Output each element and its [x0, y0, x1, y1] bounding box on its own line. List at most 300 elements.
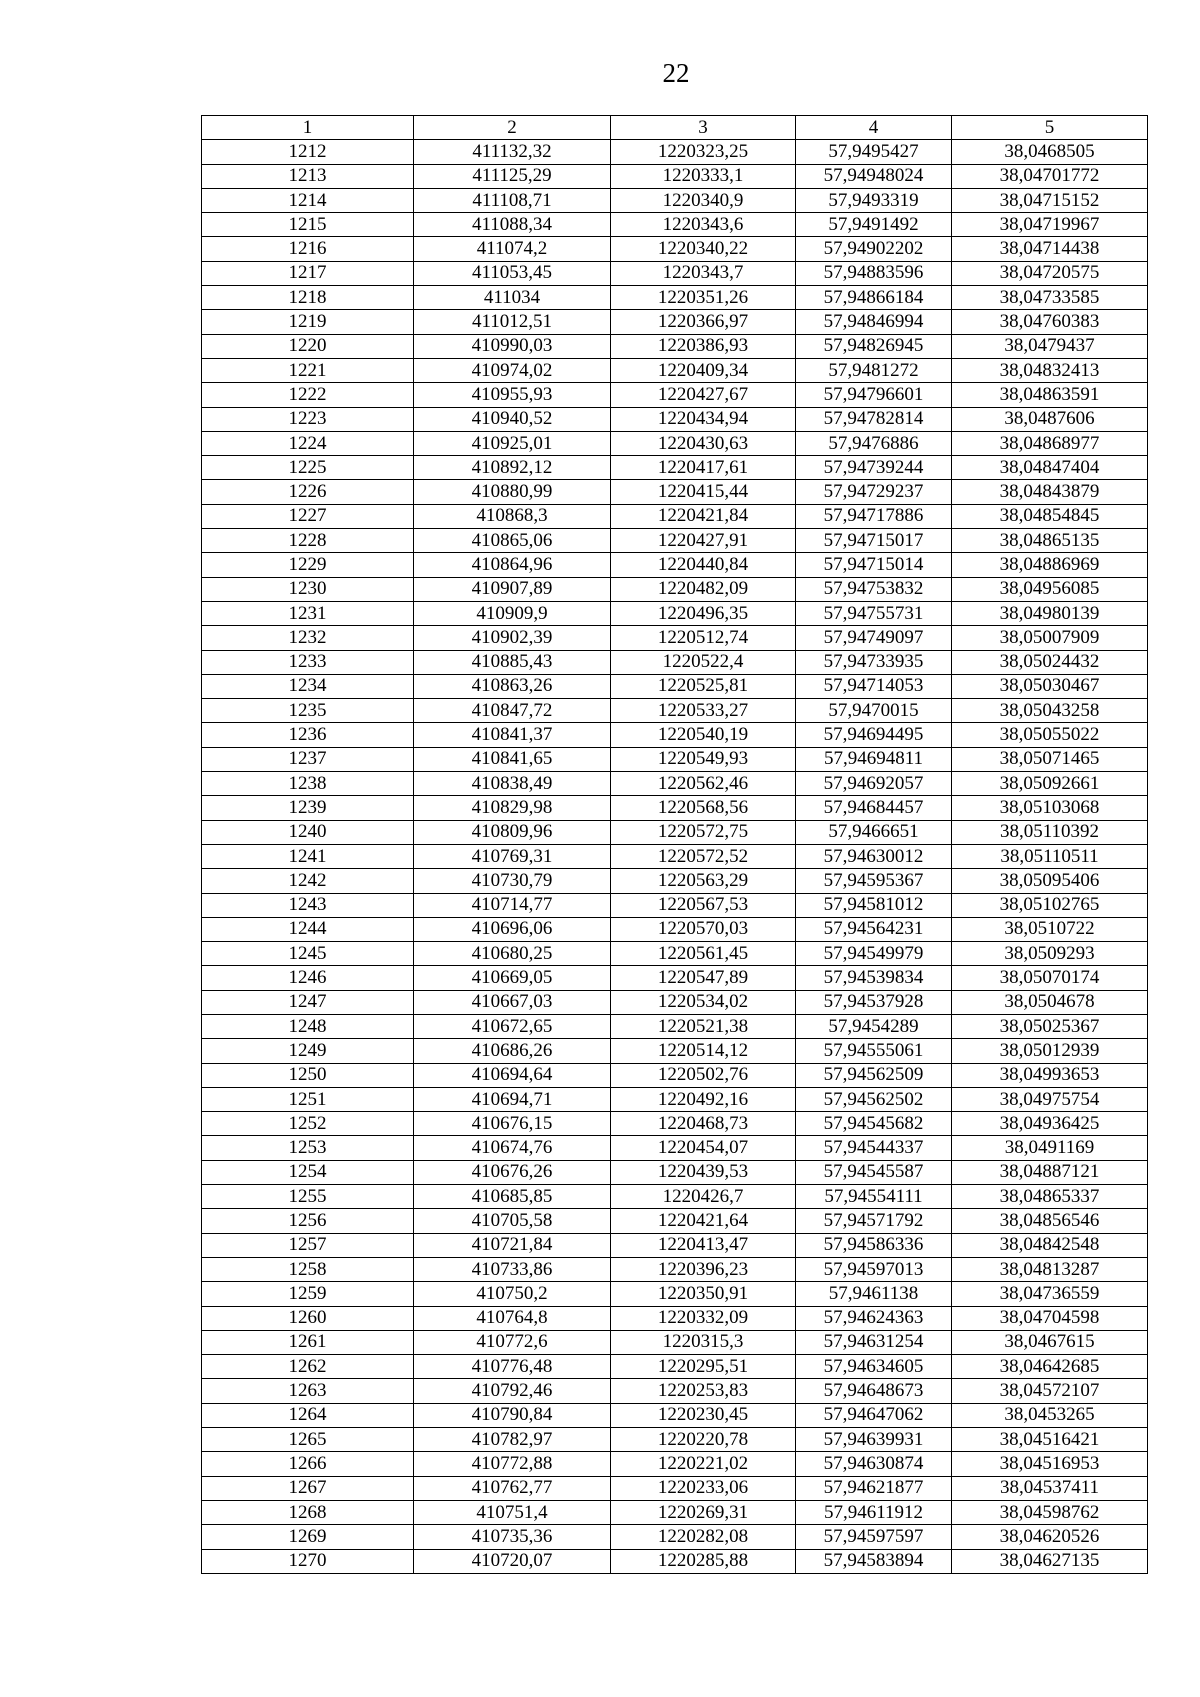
table-cell: 38,04736559: [952, 1282, 1148, 1306]
table-row: [202, 1306, 1148, 1330]
table-cell: 38,04843879: [952, 480, 1148, 504]
table-cell: 410838,49: [414, 772, 611, 796]
table-cell: 57,9454289: [796, 1014, 952, 1038]
table-cell: 38,04720575: [952, 261, 1148, 285]
table-row: [202, 844, 1148, 868]
table-row: [202, 334, 1148, 358]
table-row: [202, 747, 1148, 771]
table-cell: 1269: [202, 1525, 414, 1549]
table-cell: 1220343,6: [611, 213, 796, 237]
table-row: [202, 213, 1148, 237]
table-cell: 38,04516421: [952, 1428, 1148, 1452]
table-cell: 1220282,08: [611, 1525, 796, 1549]
table-cell: 38,04847404: [952, 456, 1148, 480]
table-cell: 57,94694811: [796, 747, 952, 771]
table-cell: 38,04572107: [952, 1379, 1148, 1403]
table-cell: 410974,02: [414, 358, 611, 382]
header-cell: 3: [611, 116, 796, 140]
table-row: [202, 407, 1148, 431]
table-cell: 1220568,56: [611, 796, 796, 820]
table-cell: 1237: [202, 747, 414, 771]
table-cell: 410680,25: [414, 942, 611, 966]
table-cell: 57,94729237: [796, 480, 952, 504]
table-cell: 38,04760383: [952, 310, 1148, 334]
table-cell: 1264: [202, 1403, 414, 1427]
table-row: [202, 1403, 1148, 1427]
table-cell: 38,0491169: [952, 1136, 1148, 1160]
table-row: [202, 699, 1148, 723]
table-cell: 410762,77: [414, 1476, 611, 1500]
table-cell: 1246: [202, 966, 414, 990]
table-row: [202, 1233, 1148, 1257]
table-cell: 57,94796601: [796, 383, 952, 407]
table-cell: 38,0479437: [952, 334, 1148, 358]
table-cell: 57,94948024: [796, 164, 952, 188]
table-row: [202, 237, 1148, 261]
table-row: [202, 529, 1148, 553]
table-cell: 38,05025367: [952, 1014, 1148, 1038]
table-cell: 1220233,06: [611, 1476, 796, 1500]
table-cell: 1220343,7: [611, 261, 796, 285]
table-cell: 1219: [202, 310, 414, 334]
table-cell: 410672,65: [414, 1014, 611, 1038]
table-cell: 1220: [202, 334, 414, 358]
table-cell: 1257: [202, 1233, 414, 1257]
table-cell: 1220350,91: [611, 1282, 796, 1306]
table-cell: 38,04936425: [952, 1112, 1148, 1136]
table-cell: 38,05071465: [952, 747, 1148, 771]
table-cell: 1222: [202, 383, 414, 407]
table-cell: 38,04701772: [952, 164, 1148, 188]
table-cell: 1220561,45: [611, 942, 796, 966]
table-row: [202, 1160, 1148, 1184]
table-cell: 38,05103068: [952, 796, 1148, 820]
table-row: [202, 893, 1148, 917]
table-cell: 38,0453265: [952, 1403, 1148, 1427]
table-row: [202, 188, 1148, 212]
table-row: [202, 772, 1148, 796]
table-cell: 57,94562502: [796, 1087, 952, 1111]
table-cell: 410721,84: [414, 1233, 611, 1257]
table-cell: 38,04627135: [952, 1549, 1148, 1573]
table-cell: 410829,98: [414, 796, 611, 820]
table-cell: 410909,9: [414, 601, 611, 625]
table-cell: 38,04886969: [952, 553, 1148, 577]
table-cell: 1226: [202, 480, 414, 504]
table-row: [202, 504, 1148, 528]
table-cell: 1244: [202, 917, 414, 941]
table-cell: 1220570,03: [611, 917, 796, 941]
table-cell: 1220534,02: [611, 990, 796, 1014]
table-row: [202, 261, 1148, 285]
table-row: [202, 1282, 1148, 1306]
table-cell: 410868,3: [414, 504, 611, 528]
table-row: [202, 1549, 1148, 1573]
table-cell: 38,04868977: [952, 431, 1148, 455]
table-cell: 1218: [202, 286, 414, 310]
table-cell: 38,0504678: [952, 990, 1148, 1014]
table-cell: 411053,45: [414, 261, 611, 285]
table-cell: 1242: [202, 869, 414, 893]
table-cell: 38,0467615: [952, 1330, 1148, 1354]
table-row: [202, 480, 1148, 504]
table-cell: 38,04642685: [952, 1355, 1148, 1379]
table-cell: 57,94611912: [796, 1500, 952, 1524]
table-cell: 410764,8: [414, 1306, 611, 1330]
table-cell: 38,04537411: [952, 1476, 1148, 1500]
table-cell: 57,94597597: [796, 1525, 952, 1549]
table-cell: 57,9491492: [796, 213, 952, 237]
table-cell: 410674,76: [414, 1136, 611, 1160]
table-cell: 1254: [202, 1160, 414, 1184]
table-cell: 38,05095406: [952, 869, 1148, 893]
table-cell: 410772,6: [414, 1330, 611, 1354]
table-cell: 57,94571792: [796, 1209, 952, 1233]
table-cell: 1220522,4: [611, 650, 796, 674]
table-cell: 38,05092661: [952, 772, 1148, 796]
table-cell: 38,04704598: [952, 1306, 1148, 1330]
table-cell: 1220439,53: [611, 1160, 796, 1184]
table-cell: 410841,37: [414, 723, 611, 747]
table-cell: 410714,77: [414, 893, 611, 917]
table-cell: 410809,96: [414, 820, 611, 844]
table-cell: 57,94624363: [796, 1306, 952, 1330]
table-cell: 1221: [202, 358, 414, 382]
table-row: [202, 869, 1148, 893]
table-cell: 1245: [202, 942, 414, 966]
table-cell: 410782,97: [414, 1428, 611, 1452]
table-cell: 57,9461138: [796, 1282, 952, 1306]
table-cell: 38,0468505: [952, 140, 1148, 164]
table-cell: 1252: [202, 1112, 414, 1136]
table-cell: 57,94647062: [796, 1403, 952, 1427]
table-row: [202, 942, 1148, 966]
table-cell: 38,04887121: [952, 1160, 1148, 1184]
table-row: [202, 456, 1148, 480]
table-cell: 57,94544337: [796, 1136, 952, 1160]
table-cell: 410776,48: [414, 1355, 611, 1379]
table-cell: 1216: [202, 237, 414, 261]
table-cell: 1235: [202, 699, 414, 723]
table-cell: 57,94755731: [796, 601, 952, 625]
table-cell: 38,04956085: [952, 577, 1148, 601]
table-cell: 38,04733585: [952, 286, 1148, 310]
table-cell: 38,05055022: [952, 723, 1148, 747]
table-cell: 411074,2: [414, 237, 611, 261]
table-cell: 38,04620526: [952, 1525, 1148, 1549]
table-row: [202, 1452, 1148, 1476]
table-cell: 57,94749097: [796, 626, 952, 650]
table-cell: 57,94714053: [796, 674, 952, 698]
table-cell: 57,94545587: [796, 1160, 952, 1184]
table-cell: 1266: [202, 1452, 414, 1476]
table-cell: 38,04865337: [952, 1185, 1148, 1209]
table-cell: 38,05024432: [952, 650, 1148, 674]
table-cell: 411034: [414, 286, 611, 310]
table-cell: 1225: [202, 456, 414, 480]
table-cell: 1251: [202, 1087, 414, 1111]
table-cell: 1258: [202, 1257, 414, 1281]
table-cell: 38,05110392: [952, 820, 1148, 844]
table-row: [202, 577, 1148, 601]
table-cell: 410667,03: [414, 990, 611, 1014]
table-cell: 57,9476886: [796, 431, 952, 455]
table-cell: 410792,46: [414, 1379, 611, 1403]
table-cell: 410705,58: [414, 1209, 611, 1233]
table-cell: 1263: [202, 1379, 414, 1403]
table-row: [202, 1379, 1148, 1403]
table-cell: 1220567,53: [611, 893, 796, 917]
table-cell: 1233: [202, 650, 414, 674]
table-cell: 1247: [202, 990, 414, 1014]
table-row: [202, 601, 1148, 625]
table-cell: 1239: [202, 796, 414, 820]
table-row: [202, 796, 1148, 820]
table-cell: 38,04865135: [952, 529, 1148, 553]
table-cell: 38,0509293: [952, 942, 1148, 966]
table-cell: 38,05007909: [952, 626, 1148, 650]
table-cell: 38,0487606: [952, 407, 1148, 431]
table-cell: 57,94694495: [796, 723, 952, 747]
table-cell: 410892,12: [414, 456, 611, 480]
table-cell: 57,9481272: [796, 358, 952, 382]
table-cell: 57,94902202: [796, 237, 952, 261]
table-cell: 1220230,45: [611, 1403, 796, 1427]
table-cell: 411088,34: [414, 213, 611, 237]
table-row: [202, 1209, 1148, 1233]
table-cell: 1220525,81: [611, 674, 796, 698]
table-cell: 1220482,09: [611, 577, 796, 601]
table-row: [202, 1136, 1148, 1160]
table-cell: 410790,84: [414, 1403, 611, 1427]
table-row: [202, 1525, 1148, 1549]
table-cell: 57,9495427: [796, 140, 952, 164]
table-cell: 57,94684457: [796, 796, 952, 820]
table-cell: 410694,64: [414, 1063, 611, 1087]
table-cell: 57,94846994: [796, 310, 952, 334]
table-row: [202, 650, 1148, 674]
table-cell: 1224: [202, 431, 414, 455]
table-cell: 57,94715014: [796, 553, 952, 577]
table-row: [202, 1476, 1148, 1500]
table-row: [202, 674, 1148, 698]
table-cell: 1220332,09: [611, 1306, 796, 1330]
table-row: [202, 1185, 1148, 1209]
table-cell: 57,94692057: [796, 772, 952, 796]
table-row: [202, 383, 1148, 407]
table-cell: 410902,39: [414, 626, 611, 650]
header-cell: 4: [796, 116, 952, 140]
table-cell: 1230: [202, 577, 414, 601]
table-cell: 1212: [202, 140, 414, 164]
table-cell: 410880,99: [414, 480, 611, 504]
table-cell: 410772,88: [414, 1452, 611, 1476]
table-row: [202, 1257, 1148, 1281]
table-cell: 1220421,64: [611, 1209, 796, 1233]
table-cell: 410885,43: [414, 650, 611, 674]
table-cell: 410676,15: [414, 1112, 611, 1136]
table-cell: 57,94537928: [796, 990, 952, 1014]
table-cell: 38,05043258: [952, 699, 1148, 723]
table-cell: 57,94782814: [796, 407, 952, 431]
table-cell: 1220563,29: [611, 869, 796, 893]
table-cell: 38,05012939: [952, 1039, 1148, 1063]
table-cell: 1220468,73: [611, 1112, 796, 1136]
table-cell: 1240: [202, 820, 414, 844]
table-cell: 57,94715017: [796, 529, 952, 553]
table-row: [202, 1087, 1148, 1111]
table-cell: 1220454,07: [611, 1136, 796, 1160]
table-cell: 38,04993653: [952, 1063, 1148, 1087]
table-cell: 1223: [202, 407, 414, 431]
table-cell: 57,94595367: [796, 869, 952, 893]
header-cell: 2: [414, 116, 611, 140]
table-cell: 57,94631254: [796, 1330, 952, 1354]
table-cell: 1234: [202, 674, 414, 698]
table-cell: 1220492,16: [611, 1087, 796, 1111]
table-cell: 1220295,51: [611, 1355, 796, 1379]
table-cell: 38,04832413: [952, 358, 1148, 382]
table-cell: 410696,06: [414, 917, 611, 941]
table-cell: 38,04715152: [952, 188, 1148, 212]
table-cell: 57,94583894: [796, 1549, 952, 1573]
table-cell: 38,04856546: [952, 1209, 1148, 1233]
table-cell: 1220396,23: [611, 1257, 796, 1281]
table-cell: 1228: [202, 529, 414, 553]
table-cell: 410955,93: [414, 383, 611, 407]
table-cell: 1236: [202, 723, 414, 747]
table-cell: 1262: [202, 1355, 414, 1379]
table-cell: 1220572,52: [611, 844, 796, 868]
table-cell: 1217: [202, 261, 414, 285]
table-cell: 57,94549979: [796, 942, 952, 966]
table-cell: 57,94883596: [796, 261, 952, 285]
table-cell: 410863,26: [414, 674, 611, 698]
table-row: [202, 286, 1148, 310]
table-cell: 38,04863591: [952, 383, 1148, 407]
table-cell: 410751,4: [414, 1500, 611, 1524]
table-cell: 38,04975754: [952, 1087, 1148, 1111]
table-cell: 57,94739244: [796, 456, 952, 480]
table-cell: 1231: [202, 601, 414, 625]
table-cell: 1270: [202, 1549, 414, 1573]
table-cell: 38,04980139: [952, 601, 1148, 625]
table-cell: 1220514,12: [611, 1039, 796, 1063]
table-cell: 38,0510722: [952, 917, 1148, 941]
table-cell: 1259: [202, 1282, 414, 1306]
table-cell: 1220221,02: [611, 1452, 796, 1476]
table-cell: 38,04854845: [952, 504, 1148, 528]
table-cell: 1215: [202, 213, 414, 237]
coordinates-table: [201, 115, 1148, 1574]
table-cell: 57,94564231: [796, 917, 952, 941]
table-cell: 410694,71: [414, 1087, 611, 1111]
table-cell: 1220430,63: [611, 431, 796, 455]
table-cell: 1220434,94: [611, 407, 796, 431]
table-cell: 410676,26: [414, 1160, 611, 1184]
table-cell: 1220386,93: [611, 334, 796, 358]
table-row: [202, 1063, 1148, 1087]
table-cell: 38,04714438: [952, 237, 1148, 261]
table-cell: 38,04598762: [952, 1500, 1148, 1524]
table-row: [202, 553, 1148, 577]
table-cell: 1265: [202, 1428, 414, 1452]
table-cell: 1220351,26: [611, 286, 796, 310]
table-cell: 1220323,25: [611, 140, 796, 164]
table-cell: 1220413,47: [611, 1233, 796, 1257]
table-cell: 1220333,1: [611, 164, 796, 188]
table-cell: 1220540,19: [611, 723, 796, 747]
table-cell: 1220547,89: [611, 966, 796, 990]
table-cell: 38,05030467: [952, 674, 1148, 698]
table-row: [202, 626, 1148, 650]
table-cell: 57,94753832: [796, 577, 952, 601]
table-cell: 1267: [202, 1476, 414, 1500]
table-cell: 1220549,93: [611, 747, 796, 771]
table-cell: 410733,86: [414, 1257, 611, 1281]
table-cell: 38,04813287: [952, 1257, 1148, 1281]
table-row: [202, 1112, 1148, 1136]
table-cell: 410669,05: [414, 966, 611, 990]
table-cell: 1238: [202, 772, 414, 796]
table-row: [202, 140, 1148, 164]
header-cell: 1: [202, 116, 414, 140]
table-cell: 410865,06: [414, 529, 611, 553]
table-cell: 410940,52: [414, 407, 611, 431]
table-cell: 1220253,83: [611, 1379, 796, 1403]
table-row: [202, 1428, 1148, 1452]
table-cell: 410720,07: [414, 1549, 611, 1573]
table-cell: 1229: [202, 553, 414, 577]
table-cell: 57,94555061: [796, 1039, 952, 1063]
table-cell: 410907,89: [414, 577, 611, 601]
table-cell: 57,94597013: [796, 1257, 952, 1281]
table-row: [202, 1014, 1148, 1038]
table-cell: 57,94634605: [796, 1355, 952, 1379]
table-cell: 1253: [202, 1136, 414, 1160]
table-cell: 410925,01: [414, 431, 611, 455]
table-cell: 1220421,84: [611, 504, 796, 528]
table-cell: 57,94826945: [796, 334, 952, 358]
table-cell: 1227: [202, 504, 414, 528]
table-cell: 57,9493319: [796, 188, 952, 212]
table-cell: 1220440,84: [611, 553, 796, 577]
table-cell: 1220512,74: [611, 626, 796, 650]
table-cell: 1220521,38: [611, 1014, 796, 1038]
table-cell: 57,94630874: [796, 1452, 952, 1476]
table-cell: 57,94539834: [796, 966, 952, 990]
table-cell: 1232: [202, 626, 414, 650]
table-row: [202, 1500, 1148, 1524]
table-cell: 57,94562509: [796, 1063, 952, 1087]
table-row: [202, 164, 1148, 188]
table-cell: 410847,72: [414, 699, 611, 723]
table-cell: 1220533,27: [611, 699, 796, 723]
table-cell: 57,94621877: [796, 1476, 952, 1500]
table-cell: 1220572,75: [611, 820, 796, 844]
table-cell: 410685,85: [414, 1185, 611, 1209]
table-cell: 1220340,22: [611, 237, 796, 261]
table-cell: 1243: [202, 893, 414, 917]
table-row: [202, 917, 1148, 941]
table-cell: 57,94717886: [796, 504, 952, 528]
table-cell: 1261: [202, 1330, 414, 1354]
table-cell: 1220427,67: [611, 383, 796, 407]
table-cell: 38,05102765: [952, 893, 1148, 917]
table-row: [202, 1330, 1148, 1354]
table-cell: 411108,71: [414, 188, 611, 212]
table-cell: 57,94648673: [796, 1379, 952, 1403]
